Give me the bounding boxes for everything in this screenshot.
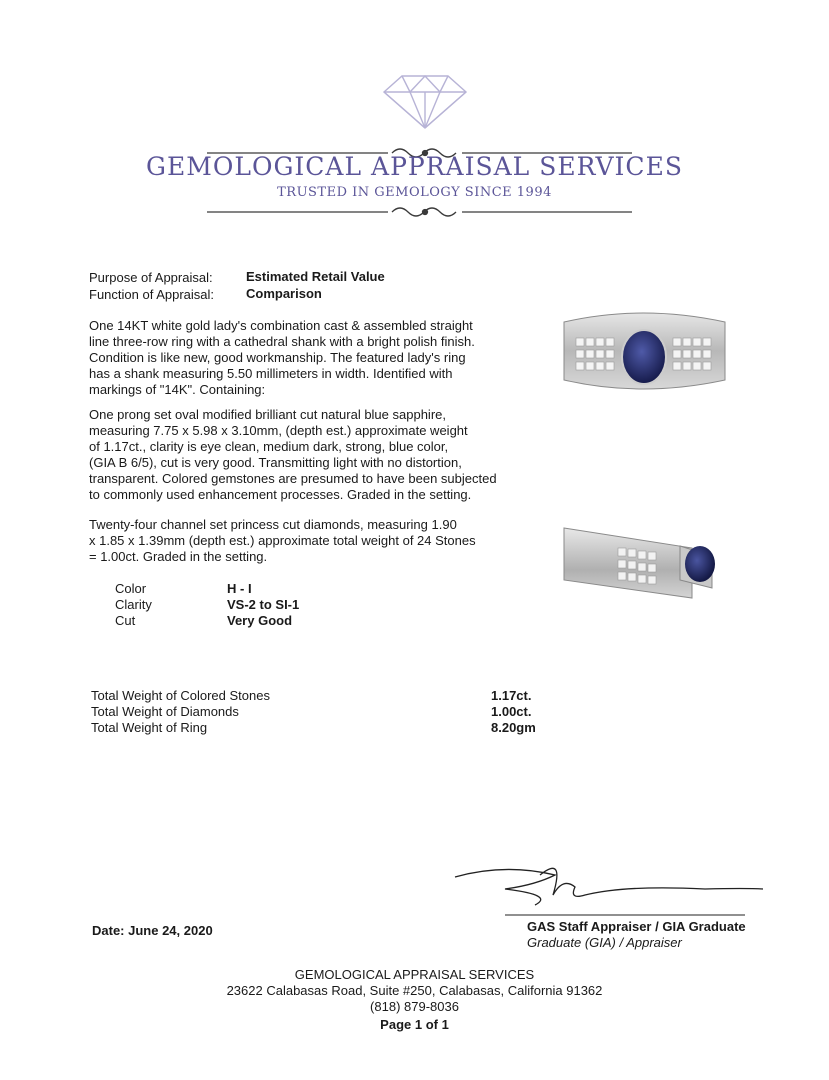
signature: [445, 855, 775, 927]
text-line: = 1.00ct. Graded in the setting.: [89, 549, 268, 564]
description-paragraph-3: [89, 517, 476, 565]
text-line: Twenty-four channel set princess cut diamonds, measuring 1.90: [89, 517, 457, 532]
grade-label: Color: [115, 581, 147, 596]
grade-value: Very Good: [227, 613, 293, 628]
text-line: has a shank measuring 5.50 millimeters in width. Identified with: [89, 366, 453, 381]
company-logo: [0, 0, 829, 240]
total-label: Total Weight of Diamonds: [91, 704, 239, 719]
grade-row: [115, 613, 299, 629]
signature-icon: [445, 855, 775, 927]
grades-table: [115, 581, 299, 629]
total-label: Total Weight of Ring: [91, 720, 208, 735]
appraisal-date: Date: June 24, 2020: [92, 923, 213, 938]
purpose-value: Estimated Retail Value: [246, 269, 385, 284]
footer-address: 23622 Calabasas Road, Suite #250, Calabasas, California 91362: [226, 983, 603, 998]
total-row: [91, 688, 551, 704]
text-line: transparent. Colored gemstones are presumed to have been subjected: [89, 471, 497, 486]
company-name: GEMOLOGICAL APPRAISAL SERVICES: [146, 152, 683, 181]
text-line: Condition is like new, good workmanship. The featured lady's ring: [89, 350, 466, 365]
grade-value: H - I: [227, 581, 252, 596]
text-line: to commonly used enhancement processes. Graded in the setting.: [89, 487, 472, 502]
grade-label: Cut: [115, 613, 136, 628]
grade-row: [115, 581, 299, 597]
company-tagline: TRUSTED IN GEMOLOGY SINCE 1994: [277, 185, 552, 200]
function-label: Function of Appraisal:: [89, 287, 215, 302]
text-line: (GIA B 6/5), cut is very good. Transmitting light with no distortion,: [89, 455, 462, 470]
total-value: 1.00ct.: [491, 704, 532, 719]
page-number: Page 1 of 1: [380, 1017, 449, 1032]
total-row: [91, 704, 551, 720]
text-line: x 1.85 x 1.39mm (depth est.) approximate total weight of 24 Stones: [89, 533, 476, 548]
totals-table: [91, 688, 551, 736]
description-paragraph-1: [89, 318, 475, 398]
footer-company: GEMOLOGICAL APPRAISAL SERVICES: [294, 967, 535, 982]
grade-value: VS-2 to SI-1: [227, 597, 300, 612]
text-line: One prong set oval modified brilliant cut natural blue sapphire,: [89, 407, 446, 422]
text-line: measuring 7.75 x 5.98 x 3.10mm, (depth est.) approximate weight: [89, 423, 468, 438]
ring-photo-front: [562, 302, 727, 404]
text-line: line three-row ring with a cathedral shank with a bright polish finish.: [89, 334, 475, 349]
total-value: 8.20gm: [491, 720, 536, 735]
diamond-icon: [0, 0, 829, 240]
text-line: of 1.17ct., clarity is eye clean, medium dark, strong, blue color,: [89, 439, 449, 454]
signature-title: GAS Staff Appraiser / GIA Graduate: [527, 919, 746, 934]
purpose-label: Purpose of Appraisal:: [89, 270, 213, 285]
description-paragraph-2: [89, 407, 497, 503]
function-value: Comparison: [246, 286, 322, 301]
total-value: 1.17ct.: [491, 688, 532, 703]
ring-photo-side: [562, 518, 727, 606]
text-line: markings of "14K". Containing:: [89, 382, 266, 397]
total-row: [91, 720, 551, 736]
grade-row: [115, 597, 299, 613]
total-label: Total Weight of Colored Stones: [91, 688, 270, 703]
footer-phone: (818) 879-8036: [370, 999, 459, 1014]
signature-subtitle: Graduate (GIA) / Appraiser: [527, 935, 682, 950]
text-line: One 14KT white gold lady's combination cast & assembled straight: [89, 318, 473, 333]
grade-label: Clarity: [115, 597, 152, 612]
